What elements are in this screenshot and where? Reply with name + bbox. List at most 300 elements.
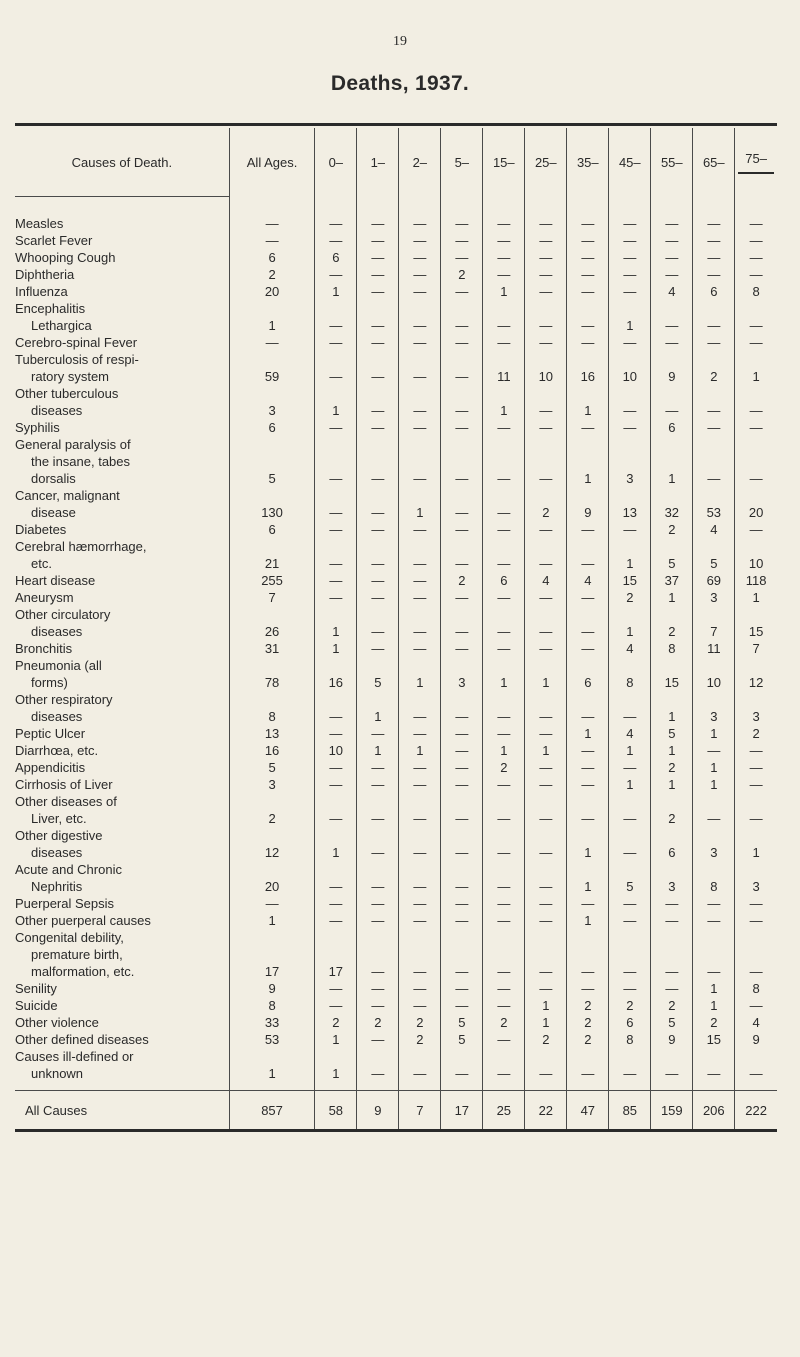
table-row [15, 232, 777, 249]
age-value-cell: — [357, 912, 399, 929]
cause-label: diseases [31, 709, 83, 724]
header-age-label: 65– [702, 154, 725, 170]
age-value-cell: — [609, 1048, 651, 1082]
age-value-cell: — [399, 385, 441, 419]
age-value-cell: 3 [609, 436, 651, 487]
header-age-label: 45– [618, 154, 641, 170]
age-value-cell: — [525, 725, 567, 742]
age-value-cell: — [693, 215, 735, 232]
age-value-cell: 1 [693, 997, 735, 1014]
age-value-cell: — [441, 606, 483, 640]
age-value-cell: — [693, 742, 735, 759]
age-value-cell: — [567, 521, 609, 538]
age-value-cell: — [483, 249, 525, 266]
age-value-cell: 1 [399, 742, 441, 759]
age-value-cell: 8 [693, 861, 735, 895]
age-value-cell: 1 [651, 742, 693, 759]
age-value-cell: — [567, 793, 609, 827]
age-value-cell: 2 [651, 997, 693, 1014]
age-value-cell: — [483, 725, 525, 742]
age-value-cell: — [567, 929, 609, 980]
cause-cell [15, 572, 229, 589]
table-row [15, 334, 777, 351]
cause-cell [15, 215, 229, 232]
deaths-table [15, 123, 777, 1132]
age-value-cell: 1 [315, 385, 357, 419]
cause-cell [15, 538, 229, 572]
cause-label: Bronchitis [15, 641, 73, 656]
cause-label: Other digestive [15, 828, 103, 843]
age-value-cell: 69 [693, 572, 735, 589]
age-value-cell: — [483, 912, 525, 929]
age-value-cell: — [399, 283, 441, 300]
table-row [15, 215, 777, 232]
age-value-cell: 4 [609, 640, 651, 657]
page-title: Deaths, 1937. [330, 72, 470, 95]
total-age-cell: 159 [651, 1091, 693, 1131]
age-value-cell: — [567, 334, 609, 351]
age-value-cell: — [693, 793, 735, 827]
age-value-cell: — [567, 300, 609, 334]
age-value-cell: — [567, 742, 609, 759]
header-age-col [609, 128, 651, 197]
cause-cell [15, 334, 229, 351]
age-value-cell: — [525, 283, 567, 300]
age-value-cell: — [441, 436, 483, 487]
age-value-cell: — [693, 912, 735, 929]
cause-label: disease [31, 505, 76, 520]
age-value-cell: — [357, 725, 399, 742]
age-value-cell: 9 [735, 1031, 777, 1048]
age-value-cell: — [483, 776, 525, 793]
age-value-cell: — [525, 436, 567, 487]
age-value-cell: — [399, 215, 441, 232]
age-value-cell: 3 [651, 861, 693, 895]
header-age-label: 35– [576, 154, 599, 170]
age-value-cell: — [567, 691, 609, 725]
age-value-cell: 1 [315, 1048, 357, 1082]
cause-cell [15, 912, 229, 929]
age-value-cell: — [483, 419, 525, 436]
age-value-cell: — [525, 980, 567, 997]
cause-label: forms) [31, 675, 68, 690]
age-value-cell: — [399, 1048, 441, 1082]
header-age-col [315, 128, 357, 197]
header-age-label: 1– [370, 154, 386, 170]
cause-cell [15, 266, 229, 283]
age-value-cell: — [315, 436, 357, 487]
age-value-cell: 1 [525, 1014, 567, 1031]
age-value-cell: 2 [651, 606, 693, 640]
age-value-cell: — [567, 759, 609, 776]
age-value-cell: — [441, 589, 483, 606]
age-value-cell: — [525, 589, 567, 606]
age-value-cell: — [609, 521, 651, 538]
age-value-cell: 53 [693, 487, 735, 521]
age-value-cell: — [315, 895, 357, 912]
cause-cell [15, 742, 229, 759]
cause-cell [15, 895, 229, 912]
age-value-cell: 3 [441, 657, 483, 691]
age-value-cell: 1 [483, 385, 525, 419]
header-age-label: 15– [492, 154, 515, 170]
age-value-cell: — [483, 997, 525, 1014]
age-value-cell: — [483, 1048, 525, 1082]
age-value-cell: — [693, 385, 735, 419]
header-age-label: 0– [328, 154, 344, 170]
all-ages-cell: 2 [229, 793, 315, 827]
all-ages-cell: 255 [229, 572, 315, 589]
age-value-cell: — [399, 419, 441, 436]
table-row [15, 912, 777, 929]
cause-cell [15, 232, 229, 249]
table-row [15, 266, 777, 283]
age-value-cell: — [315, 334, 357, 351]
cause-label: Encephalitis [15, 301, 86, 316]
header-age-col [525, 128, 567, 197]
age-value-cell: — [609, 980, 651, 997]
age-value-cell: — [525, 929, 567, 980]
age-value-cell: 8 [735, 283, 777, 300]
table-row [15, 300, 777, 334]
age-value-cell: 2 [609, 589, 651, 606]
all-ages-cell: 16 [229, 742, 315, 759]
cause-label: Suicide [15, 998, 58, 1013]
age-value-cell: 11 [693, 640, 735, 657]
age-value-cell: — [315, 589, 357, 606]
cause-cell [15, 1031, 229, 1048]
table-row [15, 929, 777, 980]
age-value-cell: 4 [525, 572, 567, 589]
age-value-cell: 2 [399, 1031, 441, 1048]
all-ages-cell: 21 [229, 538, 315, 572]
cause-label: Syphilis [15, 420, 60, 435]
total-age-cell: 9 [357, 1091, 399, 1131]
age-value-cell: 2 [735, 725, 777, 742]
age-value-cell: 4 [609, 725, 651, 742]
age-value-cell: — [609, 895, 651, 912]
age-value-cell: — [735, 334, 777, 351]
cause-cell [15, 657, 229, 691]
age-value-cell: 1 [609, 538, 651, 572]
age-value-cell: 8 [609, 1031, 651, 1048]
age-value-cell: — [441, 249, 483, 266]
age-value-cell: — [525, 266, 567, 283]
age-value-cell: — [483, 1031, 525, 1048]
cause-label: Diabetes [15, 522, 67, 537]
age-value-cell: — [567, 606, 609, 640]
table-row [15, 487, 777, 521]
age-value-cell: 10 [609, 351, 651, 385]
age-value-cell: — [357, 827, 399, 861]
age-value-cell: — [441, 980, 483, 997]
age-value-cell: — [483, 589, 525, 606]
age-value-cell: — [735, 912, 777, 929]
age-value-cell: — [609, 385, 651, 419]
age-value-cell: — [441, 385, 483, 419]
age-value-cell: — [315, 861, 357, 895]
age-value-cell: 1 [609, 742, 651, 759]
age-value-cell: 2 [693, 1014, 735, 1031]
table-row [15, 895, 777, 912]
cause-cell [15, 997, 229, 1014]
age-value-cell: — [651, 300, 693, 334]
total-age-cell: 47 [567, 1091, 609, 1131]
age-value-cell: — [735, 436, 777, 487]
age-value-cell: — [693, 266, 735, 283]
cause-label: diseases [31, 624, 83, 639]
age-value-cell: — [483, 538, 525, 572]
age-value-cell: — [357, 1031, 399, 1048]
age-value-cell: — [357, 1048, 399, 1082]
all-ages-cell: 1 [229, 912, 315, 929]
age-value-cell: — [735, 929, 777, 980]
cause-label: diseases [31, 845, 83, 860]
all-ages-cell: 20 [229, 861, 315, 895]
age-value-cell: — [441, 1048, 483, 1082]
cause-label: Tuberculosis of respi- [15, 352, 139, 367]
age-value-cell: 10 [735, 538, 777, 572]
age-value-cell: — [609, 793, 651, 827]
age-value-cell: 6 [651, 419, 693, 436]
age-value-cell: — [441, 691, 483, 725]
cause-label: Diarrhœa, etc. [15, 743, 99, 758]
age-value-cell: — [441, 895, 483, 912]
table-row [15, 742, 777, 759]
age-value-cell: 1 [357, 691, 399, 725]
age-value-cell: — [399, 895, 441, 912]
age-value-cell: 15 [693, 1031, 735, 1048]
age-value-cell: — [399, 759, 441, 776]
table-row [15, 283, 777, 300]
age-value-cell: — [357, 538, 399, 572]
age-value-cell: — [357, 334, 399, 351]
age-value-cell: — [315, 572, 357, 589]
age-value-cell: 1 [399, 657, 441, 691]
table-row [15, 980, 777, 997]
age-value-cell: 5 [609, 861, 651, 895]
header-age-label: 5– [454, 154, 470, 170]
age-value-cell: — [735, 997, 777, 1014]
cause-cell [15, 1048, 229, 1082]
age-value-cell: — [693, 1048, 735, 1082]
table-row [15, 538, 777, 572]
age-value-cell: — [441, 640, 483, 657]
age-value-cell: 3 [735, 861, 777, 895]
age-value-cell: — [693, 419, 735, 436]
age-value-cell: 1 [567, 827, 609, 861]
all-ages-cell: 8 [229, 691, 315, 725]
age-value-cell: — [399, 351, 441, 385]
age-value-cell: — [357, 436, 399, 487]
age-value-cell: 8 [735, 980, 777, 997]
age-value-cell: — [651, 912, 693, 929]
cause-cell [15, 385, 229, 419]
table-row [15, 419, 777, 436]
age-value-cell: — [441, 776, 483, 793]
age-value-cell: — [609, 232, 651, 249]
age-value-cell: — [399, 266, 441, 283]
age-value-cell: — [483, 606, 525, 640]
age-value-cell: — [525, 215, 567, 232]
age-value-cell: 2 [315, 1014, 357, 1031]
cause-cell [15, 300, 229, 334]
age-value-cell: — [483, 827, 525, 861]
age-value-cell: 5 [441, 1031, 483, 1048]
age-value-cell: — [651, 215, 693, 232]
table-body [15, 197, 777, 1091]
all-ages-cell: 17 [229, 929, 315, 980]
table-row [15, 249, 777, 266]
age-value-cell: — [399, 232, 441, 249]
cause-label: Puerperal Sepsis [15, 896, 114, 911]
age-value-cell: 1 [693, 980, 735, 997]
age-value-cell: 7 [735, 640, 777, 657]
table-row [15, 793, 777, 827]
cause-label: Cerebro-spinal Fever [15, 335, 138, 350]
cause-label: Cancer, malignant [15, 488, 120, 503]
cause-cell [15, 640, 229, 657]
age-value-cell: 9 [651, 351, 693, 385]
age-value-cell: — [525, 827, 567, 861]
age-value-cell: 2 [651, 521, 693, 538]
age-value-cell: — [525, 640, 567, 657]
age-value-cell: — [525, 1048, 567, 1082]
table-row [15, 589, 777, 606]
total-age-cell: 85 [609, 1091, 651, 1131]
age-value-cell: — [735, 793, 777, 827]
cause-cell [15, 351, 229, 385]
age-value-cell: — [399, 334, 441, 351]
age-value-cell: 1 [567, 385, 609, 419]
age-value-cell: — [315, 266, 357, 283]
age-value-cell: — [399, 640, 441, 657]
all-ages-cell: 130 [229, 487, 315, 521]
age-value-cell: — [357, 606, 399, 640]
age-value-cell: 2 [567, 1031, 609, 1048]
age-value-cell: — [357, 572, 399, 589]
age-value-cell: — [399, 929, 441, 980]
cause-label: Other respiratory [15, 692, 113, 707]
age-value-cell: 1 [567, 436, 609, 487]
cause-label: Other circulatory [15, 607, 111, 622]
cause-label: dorsalis [31, 471, 76, 486]
age-value-cell: 9 [567, 487, 609, 521]
age-value-cell: — [315, 759, 357, 776]
age-value-cell: — [693, 895, 735, 912]
age-value-cell: — [357, 419, 399, 436]
age-value-cell: — [609, 266, 651, 283]
cause-cell [15, 521, 229, 538]
age-value-cell: — [525, 912, 567, 929]
age-value-cell: — [567, 283, 609, 300]
age-value-cell: — [441, 861, 483, 895]
age-value-cell: — [315, 980, 357, 997]
age-value-cell: — [735, 759, 777, 776]
age-value-cell: 2 [525, 487, 567, 521]
cause-label: Other violence [15, 1015, 99, 1030]
table-row [15, 521, 777, 538]
all-ages-cell: 13 [229, 725, 315, 742]
age-value-cell: 15 [651, 657, 693, 691]
age-value-cell: 1 [567, 861, 609, 895]
age-value-cell: 32 [651, 487, 693, 521]
age-value-cell: — [357, 385, 399, 419]
age-value-cell: — [567, 1048, 609, 1082]
header-row [15, 128, 777, 197]
age-value-cell: — [609, 912, 651, 929]
age-value-cell: 2 [567, 997, 609, 1014]
age-value-cell: 4 [651, 283, 693, 300]
age-value-cell: — [525, 232, 567, 249]
header-age-label: 55– [660, 154, 683, 170]
age-value-cell: 1 [315, 606, 357, 640]
age-value-cell: 1 [567, 912, 609, 929]
age-value-cell: — [567, 640, 609, 657]
age-value-cell: 1 [651, 691, 693, 725]
age-value-cell: 1 [651, 776, 693, 793]
age-value-cell: — [651, 980, 693, 997]
age-value-cell: — [483, 640, 525, 657]
all-ages-cell: 9 [229, 980, 315, 997]
all-ages-cell: 5 [229, 759, 315, 776]
age-value-cell: 2 [441, 572, 483, 589]
age-value-cell: — [399, 589, 441, 606]
table-row [15, 657, 777, 691]
age-value-cell: — [399, 776, 441, 793]
age-value-cell: — [441, 521, 483, 538]
age-value-cell: — [735, 521, 777, 538]
cause-label: etc. [31, 556, 52, 571]
age-value-cell: — [693, 249, 735, 266]
cause-label: premature birth, [31, 947, 123, 962]
cause-cell [15, 249, 229, 266]
age-value-cell: — [483, 300, 525, 334]
age-value-cell: — [651, 334, 693, 351]
age-value-cell: 2 [651, 759, 693, 776]
cause-label: Other tuberculous [15, 386, 119, 401]
cause-label: Other defined diseases [15, 1032, 149, 1047]
all-ages-cell: 53 [229, 1031, 315, 1048]
age-value-cell: 6 [693, 283, 735, 300]
all-ages-cell: 33 [229, 1014, 315, 1031]
header-all-ages: All Ages. [229, 128, 315, 197]
age-value-cell: — [693, 929, 735, 980]
age-value-cell: 5 [441, 1014, 483, 1031]
cause-label: Diphtheria [15, 267, 75, 282]
age-value-cell: — [567, 266, 609, 283]
age-value-cell: — [567, 232, 609, 249]
age-value-cell: — [315, 997, 357, 1014]
age-value-cell: — [357, 759, 399, 776]
cause-label: Appendicitis [15, 760, 86, 775]
table-row [15, 436, 777, 487]
total-age-cell: 25 [483, 1091, 525, 1131]
age-value-cell: 6 [651, 827, 693, 861]
all-ages-cell: 26 [229, 606, 315, 640]
total-age-cell: 7 [399, 1091, 441, 1131]
cause-label: malformation, etc. [31, 964, 135, 979]
age-value-cell: — [483, 487, 525, 521]
cause-label: the insane, tabes [31, 454, 131, 469]
age-value-cell: — [483, 929, 525, 980]
cause-label: Heart disease [15, 573, 96, 588]
page-number: 19 [393, 34, 407, 49]
age-value-cell: — [399, 997, 441, 1014]
age-value-cell: 1 [315, 283, 357, 300]
age-value-cell: — [441, 283, 483, 300]
age-value-cell: — [441, 827, 483, 861]
